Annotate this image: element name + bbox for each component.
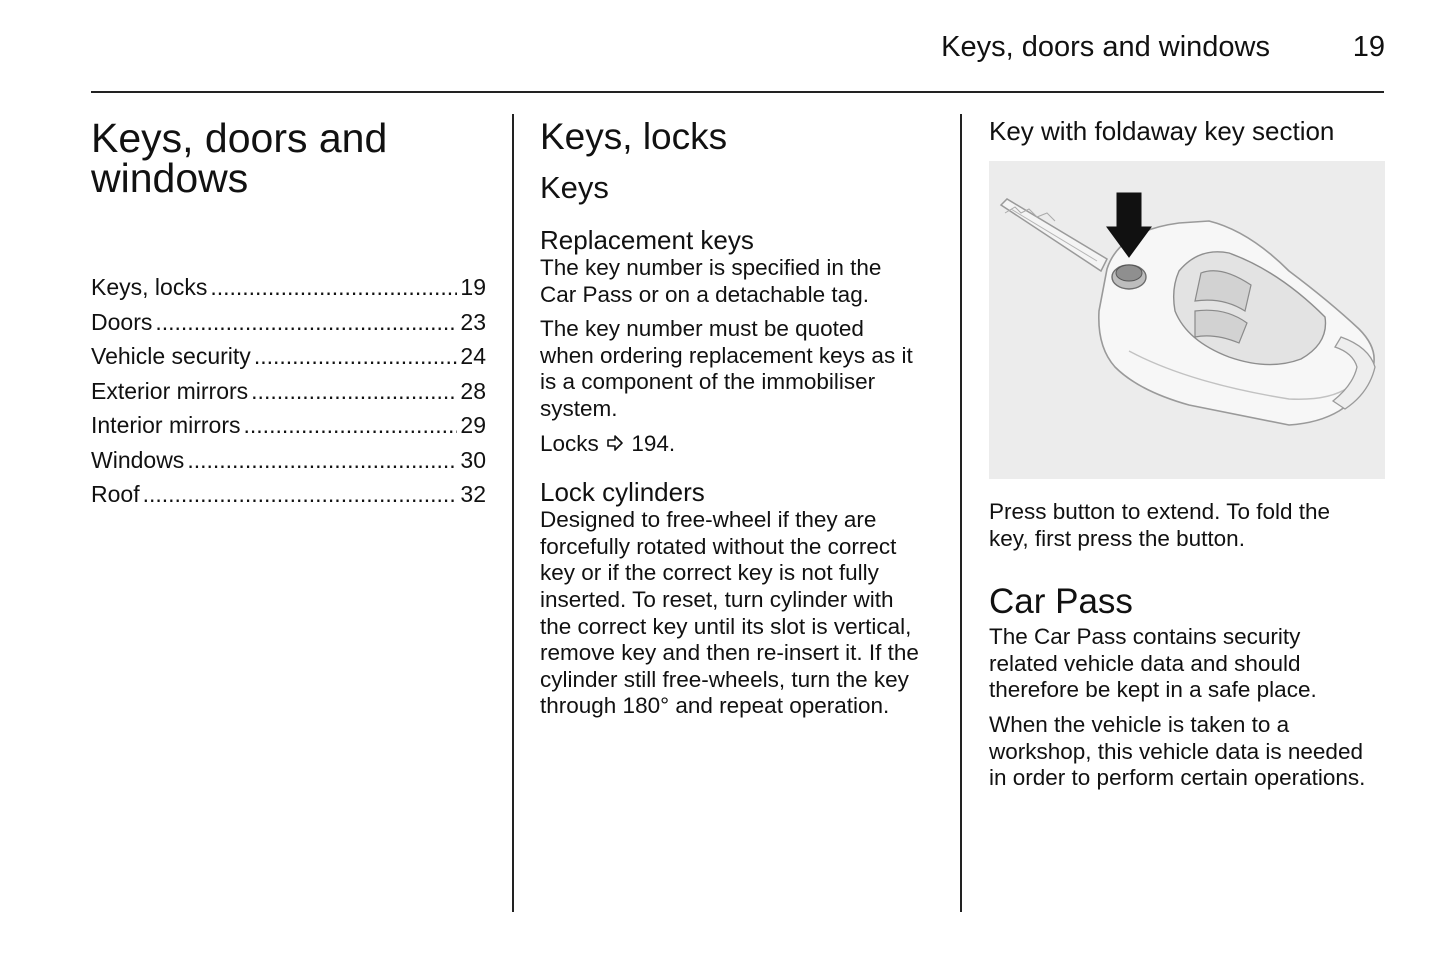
text-line: workshop, this vehicle data is needed — [989, 738, 1363, 764]
toc-page: 28 — [460, 377, 486, 404]
toc-entry-interior-mirrors[interactable] — [91, 408, 486, 443]
text-line: the correct key until its slot is vertical, — [540, 613, 912, 639]
toc-entry-windows[interactable] — [91, 443, 486, 478]
cross-reference-locks[interactable] — [540, 431, 938, 458]
foldaway-key-illustration — [989, 161, 1385, 479]
toc-entry-keys-locks[interactable] — [91, 270, 486, 305]
text-line: The key number is specified in the — [540, 255, 882, 280]
toc-leader-dots — [251, 374, 457, 409]
table-of-contents — [91, 270, 486, 512]
section-heading-keys-locks: Keys, locks — [540, 116, 728, 157]
cross-reference-label: Locks — [540, 430, 599, 456]
toc-leader-dots — [143, 477, 458, 512]
toc-entry-doors[interactable] — [91, 305, 486, 340]
keys-locks-column — [540, 114, 938, 720]
text-line: related vehicle data and should — [989, 650, 1301, 676]
toc-page: 23 — [460, 308, 486, 335]
toc-page: 19 — [460, 274, 486, 300]
toc-label: Roof — [91, 481, 140, 507]
replacement-paragraph-1 — [540, 255, 938, 308]
foldaway-caption — [989, 499, 1385, 552]
text-line: key, first press the button. — [989, 525, 1245, 551]
toc-leader-dots — [187, 443, 457, 478]
text-line: cylinder still free-wheels, turn the key — [540, 666, 909, 692]
toc-leader-dots — [210, 270, 457, 305]
toc-page: 24 — [460, 343, 486, 369]
text-line: inserted. To reset, turn cylinder with — [540, 586, 894, 612]
toc-leader-dots — [244, 408, 458, 443]
section-heading-car-pass: Car Pass — [989, 582, 1133, 622]
text-line: through 180° and repeat operation. — [540, 693, 890, 719]
text-line: Designed to free-wheel if they are — [540, 507, 877, 533]
subheading-replacement-keys: Replacement keys — [540, 225, 754, 255]
toc-leader-dots — [155, 305, 457, 340]
cross-reference-arrow-icon — [605, 433, 625, 453]
chapter-title-line-2: windows — [91, 155, 249, 201]
foldaway-carpass-column — [989, 114, 1385, 792]
subheading-lock-cylinders: Lock cylinders — [540, 477, 705, 508]
text-line: When the vehicle is taken to a — [989, 711, 1290, 737]
running-header-title: Keys, doors and windows — [941, 31, 1270, 63]
text-line: forcefully rotated without the correct — [540, 533, 897, 559]
toc-label: Keys, locks — [91, 274, 208, 300]
text-line: when ordering replacement keys as it — [540, 342, 913, 368]
cross-reference-page: 194. — [631, 430, 676, 456]
car-pass-paragraph-2 — [989, 712, 1385, 792]
text-line: system. — [540, 395, 618, 421]
toc-entry-roof[interactable] — [91, 477, 486, 512]
key-fob-icon — [989, 161, 1385, 479]
toc-label: Vehicle security — [91, 343, 251, 369]
toc-page: 30 — [460, 446, 486, 473]
toc-page: 29 — [460, 412, 486, 438]
text-line: is a component of the immobiliser — [540, 369, 876, 395]
text-line: remove key and then re-insert it. If the — [540, 640, 919, 666]
chapter-title — [91, 115, 486, 201]
column-divider-right — [960, 114, 962, 912]
toc-leader-dots — [254, 339, 458, 374]
page-number: 19 — [1352, 31, 1385, 63]
subheading-keys: Keys — [540, 170, 609, 205]
replacement-paragraph-2 — [540, 316, 938, 422]
chapter-column — [91, 114, 486, 512]
text-line: Press button to extend. To fold the — [989, 499, 1331, 524]
text-line: The key number must be quoted — [540, 316, 864, 342]
text-line: in order to perform certain operations. — [989, 765, 1366, 791]
subheading-foldaway-key: Key with foldaway key section — [989, 116, 1335, 146]
car-pass-paragraph-1 — [989, 624, 1385, 704]
toc-label: Windows — [91, 446, 185, 473]
chapter-title-line-1: Keys, doors and — [91, 115, 388, 161]
toc-label: Interior mirrors — [91, 412, 241, 438]
toc-entry-exterior-mirrors[interactable] — [91, 374, 486, 409]
toc-label: Exterior mirrors — [91, 377, 249, 404]
text-line: key or if the correct key is not fully — [540, 560, 879, 586]
toc-label: Doors — [91, 308, 153, 335]
column-divider-left — [512, 114, 514, 912]
text-line: Car Pass or on a detachable tag. — [540, 281, 869, 307]
text-line: therefore be kept in a safe place. — [989, 677, 1317, 703]
text-line: The Car Pass contains security — [989, 624, 1301, 650]
toc-entry-vehicle-security[interactable] — [91, 339, 486, 374]
toc-page: 32 — [460, 481, 486, 507]
lock-cylinders-paragraph — [540, 507, 938, 720]
header-rule — [91, 91, 1384, 93]
